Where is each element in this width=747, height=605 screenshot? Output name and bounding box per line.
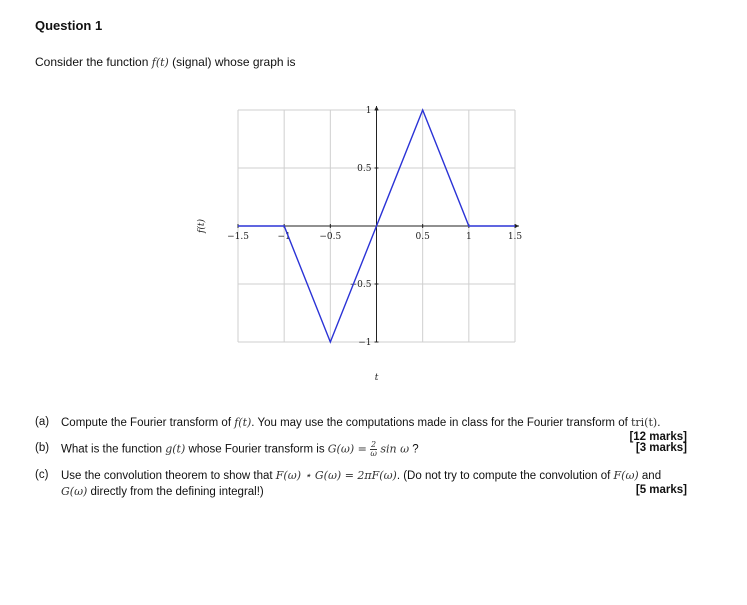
- part-text: Use the convolution theorem to show that: [61, 470, 276, 482]
- y-tick-label: 0.5: [357, 164, 372, 174]
- part-body: [61, 415, 685, 431]
- x-axis-label: t: [374, 373, 379, 383]
- part-math: tri(t): [630, 416, 658, 429]
- part-math: sin ω: [376, 442, 410, 456]
- part-text: Compute the Fourier transform of: [61, 417, 235, 429]
- y-tick-label: 1: [365, 106, 372, 116]
- part-math: F(ω) ⋆ G(ω) = 2πF(ω): [275, 469, 397, 482]
- x-tick-label: 0.5: [415, 232, 430, 242]
- part-math: g(t): [165, 442, 186, 456]
- y-tick-label: −1: [358, 338, 372, 348]
- question-parts: [35, 415, 685, 510]
- x-tick-label: −1: [277, 232, 291, 242]
- part-math: G(ω): [61, 485, 88, 498]
- marks-label: [3 marks]: [635, 442, 687, 454]
- intro-text-post: (signal) whose graph is: [168, 55, 296, 69]
- part-text: ?: [409, 443, 419, 456]
- part-a: [35, 415, 687, 443]
- part-math: f(t): [234, 416, 252, 429]
- part-label: (c): [35, 469, 49, 481]
- intro-math: f(t): [151, 56, 169, 69]
- part-label: (a): [35, 416, 50, 428]
- fraction-denominator: ω: [370, 449, 377, 458]
- x-tick-label: 1.5: [507, 232, 523, 242]
- intro-text-pre: Consider the function: [35, 55, 152, 69]
- part-math: G(ω) =: [327, 442, 371, 456]
- part-text: . You may use the computations made in class for the Fourier transform of: [251, 417, 631, 429]
- marks-label: [5 marks]: [635, 484, 687, 496]
- question-title: Question 1: [35, 18, 103, 33]
- part-text: and: [638, 470, 662, 482]
- part-text: What is the function: [61, 443, 166, 456]
- part-body: [61, 468, 685, 500]
- axis-labels: [196, 219, 379, 383]
- x-tick-label: 1: [465, 232, 472, 242]
- part-text: . (Do not try to compute the convolution of: [396, 470, 614, 482]
- part-body: [61, 441, 685, 458]
- x-tick-label: −1.5: [227, 232, 249, 242]
- y-tick-label: −0.5: [349, 280, 372, 290]
- fraction-numerator: 2: [371, 440, 377, 449]
- part-text: .: [657, 417, 661, 429]
- part-c: [35, 468, 685, 500]
- x-axis-arrow: [515, 224, 519, 228]
- axes: [238, 106, 519, 342]
- part-math: F(ω): [613, 469, 639, 482]
- part-text: directly from the defining integral!): [87, 486, 264, 498]
- tick-labels: [227, 106, 522, 348]
- x-tick-label: −0.5: [319, 232, 342, 242]
- marks-label: [12 marks]: [629, 431, 687, 443]
- part-label: (b): [35, 442, 50, 454]
- part-b: [35, 441, 685, 458]
- y-axis-arrow: [375, 106, 379, 110]
- y-axis-label: f(t): [197, 219, 207, 233]
- part-text: whose Fourier transform is: [185, 443, 328, 456]
